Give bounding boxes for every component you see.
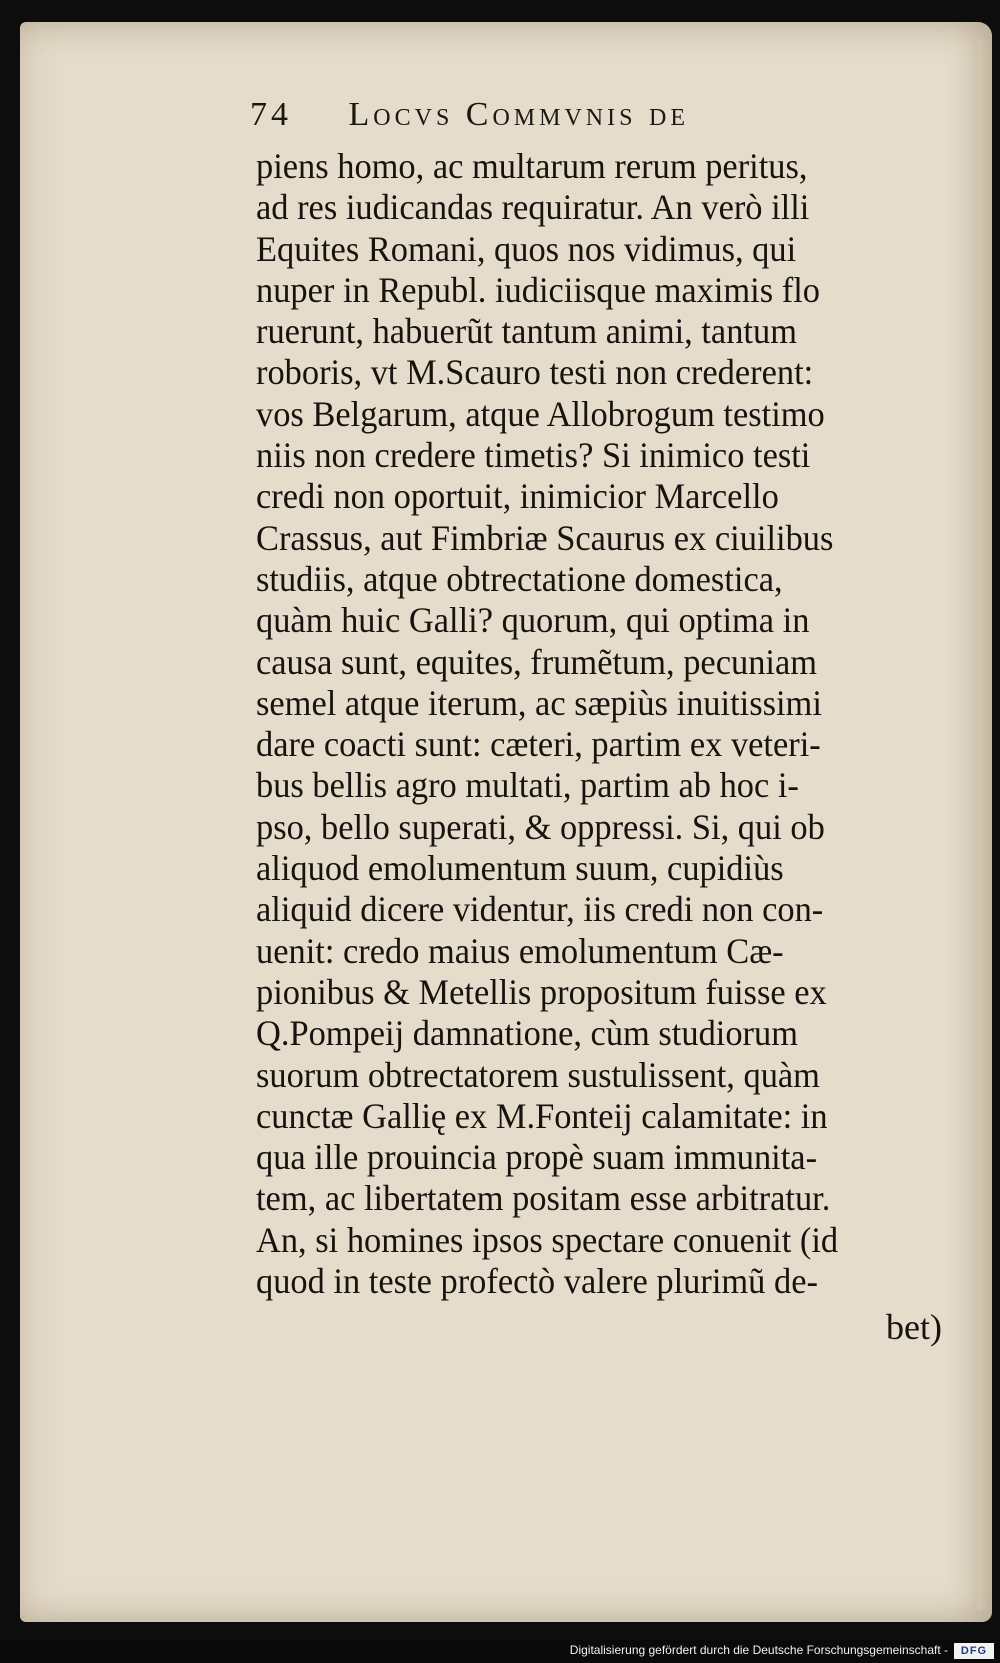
text-line: studiis, atque obtrectatione domestica, — [256, 558, 783, 599]
text-line: causa sunt, equites, frumẽtum, pecuniam — [256, 641, 818, 682]
text-line: ad res iudicandas requiratur. An verò illi — [256, 187, 810, 228]
dfg-logo: DFG — [954, 1643, 994, 1659]
credit-bar — [0, 1640, 1000, 1663]
text-line: niis non credere timetis? Si inimico testi — [256, 435, 811, 476]
text-line: Crassus, aut Fimbriæ Scaurus ex ciuilibus — [256, 517, 834, 558]
body-text — [256, 146, 936, 1302]
text-line: pionibus & Metellis propositum fuisse ex — [256, 971, 827, 1012]
text-line: Equites Romani, quos nos vidimus, qui — [256, 228, 797, 269]
text-line: uenit: credo maius emolumentum Cæ- — [256, 930, 784, 971]
text-line: aliquid dicere videntur, iis credi non con- — [256, 889, 824, 930]
text-line: nuper in Republ. iudiciisque maximis flo — [256, 269, 820, 310]
credit-text: Digitalisierung gefördert durch die Deutsche Forschungsgemeinschaft - — [569, 1643, 948, 1657]
page-edge — [978, 40, 988, 1610]
text-line: piens homo, ac multarum rerum peritus, — [256, 146, 808, 186]
text-line: qua ille prouincia propè suam immunita- — [256, 1137, 818, 1178]
text-line: pso, bello superati, & oppressi. Si, qui ob — [256, 806, 825, 847]
text-line: An, si homines ipsos spectare conuenit (id — [256, 1219, 839, 1260]
running-head: Locvs Commvnis de — [348, 96, 689, 133]
text-line: credi non oportuit, inimicior Marcello — [256, 476, 779, 517]
text-line: cunctæ Gallię ex M.Fonteij calamitate: in — [256, 1095, 828, 1136]
catchword: bet) — [886, 1307, 942, 1347]
text-line: vos Belgarum, atque Allobrogum testimo — [256, 393, 825, 434]
text-line: ruerunt, habuerũt tantum animi, tantum — [256, 311, 797, 352]
text-line: suorum obtrectatorem sustulissent, quàm — [256, 1054, 820, 1095]
text-line: Q.Pompeij damnatione, cùm studiorum — [256, 1013, 798, 1054]
text-line: quàm huic Galli? quorum, qui optima in — [256, 600, 810, 641]
text-line: tem, ac libertatem positam esse arbitratur. — [256, 1178, 831, 1219]
text-line: aliquod emolumentum suum, cupidiùs — [256, 848, 784, 889]
text-line: bus bellis agro multati, partim ab hoc i- — [256, 765, 799, 806]
text-line: roboris, vt M.Scauro testi non crederent: — [256, 352, 814, 393]
text-line: dare coacti sunt: cæteri, partim ex veteri- — [256, 724, 821, 765]
page-number: 74 — [250, 96, 292, 133]
text-line: semel atque iterum, ac sæpiùs inuitissimi — [256, 682, 822, 723]
page-header — [250, 96, 900, 146]
text-line: quod in teste profectò valere plurimũ de- — [256, 1261, 818, 1302]
